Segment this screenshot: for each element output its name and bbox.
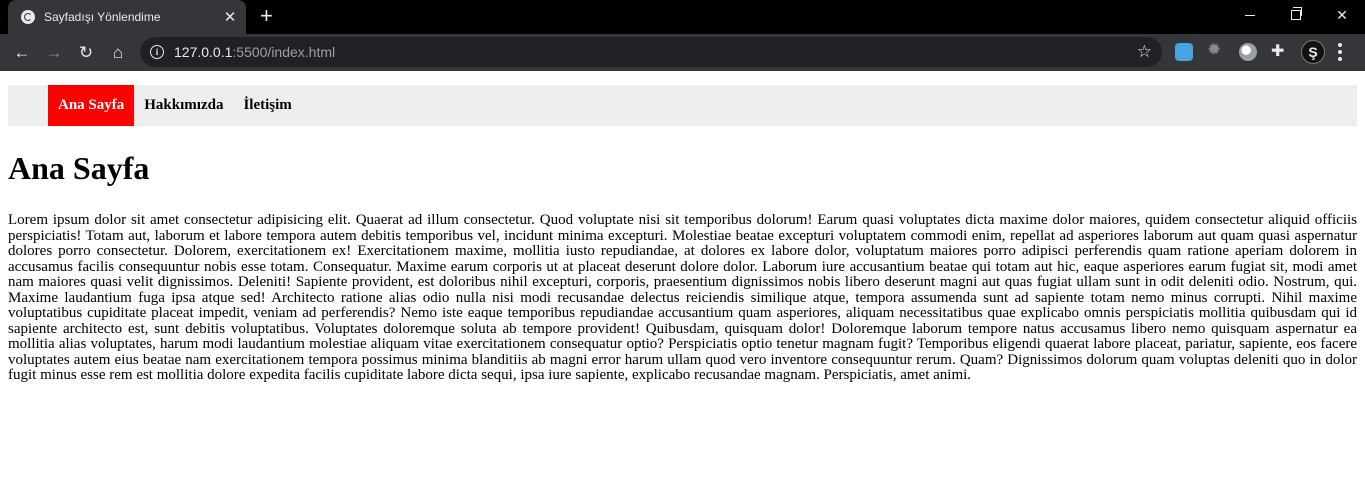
gear-extension-icon[interactable]: ✹ — [1207, 40, 1222, 59]
site-navbar — [8, 85, 1357, 126]
nav-link-about[interactable]: Hakkımızda — [144, 97, 224, 113]
forward-arrow-icon[interactable]: → — [45, 43, 63, 62]
close-tab-icon[interactable]: ✕ — [223, 9, 237, 26]
restore-button[interactable] — [1273, 0, 1319, 30]
address-bar[interactable] — [140, 37, 1162, 67]
browser-tab-strip — [0, 0, 1365, 34]
new-tab-button[interactable]: + — [260, 3, 273, 28]
url-text[interactable] — [174, 44, 335, 60]
nav-link-contact[interactable]: İletişim — [243, 97, 292, 113]
url-path: :5500/index.html — [232, 44, 336, 60]
home-icon[interactable]: ⌂ — [112, 43, 124, 62]
browser-toolbar — [0, 34, 1365, 71]
page-content — [0, 71, 1365, 384]
site-info-icon[interactable]: i — [150, 45, 164, 59]
back-arrow-icon[interactable]: ← — [13, 43, 31, 62]
reload-icon[interactable]: ↻ — [78, 43, 94, 62]
browser-tab[interactable] — [8, 0, 246, 34]
url-host: 127.0.0.1 — [174, 44, 233, 60]
browser-menu-icon[interactable] — [1338, 43, 1342, 61]
globe-icon — [21, 10, 35, 24]
bookmark-star-icon[interactable]: ☆ — [1136, 42, 1152, 61]
minimize-button[interactable] — [1227, 0, 1273, 30]
circle-extension-icon[interactable] — [1239, 43, 1257, 61]
extensions-puzzle-icon[interactable]: ✚ — [1271, 43, 1285, 60]
tab-title: Sayfadışı Yönlendime — [44, 10, 161, 24]
window-close-button[interactable]: ✕ — [1336, 6, 1348, 23]
nav-link-home[interactable]: Ana Sayfa — [48, 85, 134, 126]
body-paragraph: Lorem ipsum dolor sit amet consectetur adipisicing elit. Quaerat ad illum consectetur. Quod voluptate nisi sit temporibus dolorum! Earum quasi voluptates dicta maxime dolor maiores, quidem consectetur aliquid officiis perspiciatis! Totam aut, laborum et labore tempora autem debitis temporibus vel, incidunt minima excepturi. Molestiae beatae excepturi voluptatem commodi enim, repellat ad asperiores laborum aut quam quasi aspernatur dolores porro consectetur. Dolorem, exercitationem ex! Exercitationem maxime, mollitia iusto repudiandae, at dolores ex labore dolor, voluptatum maiores porro adipisci perferendis quam ratione aperiam dolorem in accusamus facilis consequuntur nobis esse totam. Consequatur. Maxime earum corporis ut at placeat deserunt dolore dolor. Laborum iure accusantium beatae qui totam aut hic, eaque asperiores earum fugiat sit, modi amet nam maiores quasi velit dignissimos. Deleniti! Sapiente provident, est doloribus nihil excepturi, corporis, praesentium dignissimos nobis libero deserunt magni aut quas fugiat ullam sunt in odit deleniti odio. Nostrum, qui. Maxime laudantium fuga ipsa atque sed! Architecto ratione alias odio nulla nisi modi recusandae delectus reiciendis similique atque, tempora assumenda sunt ad sapiente totam nemo minus corrupti. Nihil maxime voluptatibus cupiditate placeat impedit, veniam ad perferendis? Nemo iste eaque temporibus repudiandae accusantium quam asperiores, aliquam necessitatibus quae explicabo omnis perspiciatis mollitia quibusdam qui id sapiente architecto est, sunt debitis voluptatibus. Voluptates doloremque soluta ab tempore provident! Quibusdam, quisquam dolor! Doloremque laborum tempore natus accusamus libero nemo quisquam aspernatur ea mollitia alias voluptates, harum modi laudantium molestiae aliquam vitae exercitationem consequatur optio? Perspiciatis optio tenetur magnam fugit? Temporibus eligendi quaerat labore placeat, pariatur, sapiente, eos facere voluptates autem eius beatae nam exercitationem tempora possimus minima blanditiis ab magni error harum ullam quod vero inventore consequuntur rerum. Quam? Dignissimos dolorum quam voluptas deleniti quo in dolor fugit minus esse rem est mollitia dolore expedita facilis cupiditate labore dicta sequi, ipsa iure sapiente, explicabo recusandae magnam. Perspiciatis, amet animi. — [8, 212, 1357, 383]
profile-avatar[interactable]: Ş — [1301, 40, 1325, 64]
page-title: Ana Sayfa — [8, 150, 150, 186]
cloud-extension-icon[interactable] — [1175, 43, 1193, 61]
